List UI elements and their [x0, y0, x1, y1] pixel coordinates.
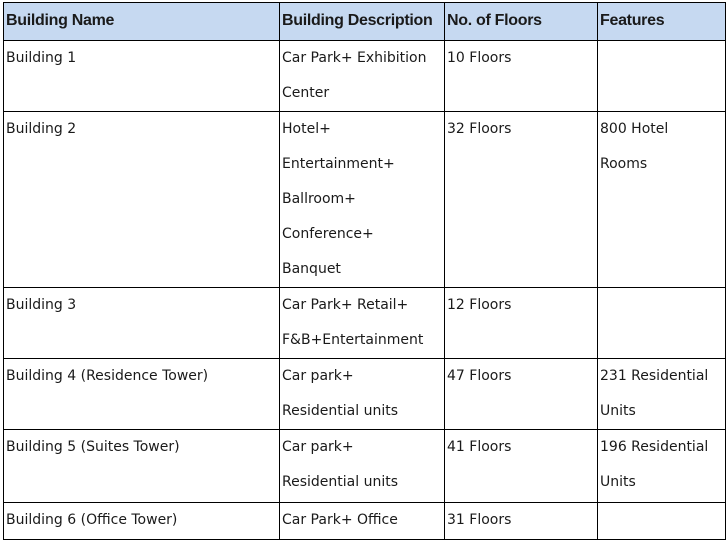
buildings-table: [3, 2, 726, 540]
features-line: Units: [600, 474, 636, 490]
table-row: [4, 503, 726, 540]
description-line: Car park+: [282, 368, 354, 384]
features-cell: [598, 288, 726, 359]
features-cell: [598, 41, 726, 112]
floors-cell: 41 Floors: [445, 430, 598, 503]
header-building-description: Building Description: [280, 3, 445, 41]
building-description-cell: [280, 112, 445, 288]
description-line: Hotel+: [282, 121, 331, 137]
table-row: [4, 41, 726, 112]
floors-cell: 12 Floors: [445, 288, 598, 359]
description-line: Residential units: [282, 474, 398, 490]
floors-cell: 47 Floors: [445, 359, 598, 430]
features-line: 231 Residential: [600, 368, 709, 384]
description-line: F&B+Entertainment: [282, 332, 424, 348]
description-line: Residential units: [282, 403, 398, 419]
building-description-cell: [280, 41, 445, 112]
description-line: Car Park+ Exhibition: [282, 50, 427, 66]
features-cell: [598, 503, 726, 540]
floors-cell: 32 Floors: [445, 112, 598, 288]
features-line: 800 Hotel: [600, 121, 669, 137]
building-description-cell: [280, 503, 445, 540]
features-line: Units: [600, 403, 636, 419]
table-row: [4, 112, 726, 288]
building-name-cell: Building 3: [4, 288, 280, 359]
features-line: Rooms: [600, 156, 648, 172]
features-cell: [598, 359, 726, 430]
table-row: [4, 359, 726, 430]
building-name-cell: Building 1: [4, 41, 280, 112]
description-line: Entertainment+: [282, 156, 395, 172]
table-row: [4, 430, 726, 503]
building-description-cell: [280, 359, 445, 430]
building-description-cell: [280, 288, 445, 359]
features-cell: [598, 430, 726, 503]
description-line: Conference+: [282, 226, 374, 242]
features-line: 196 Residential: [600, 439, 709, 455]
building-name-cell: Building 5 (Suites Tower): [4, 430, 280, 503]
building-name-cell: Building 4 (Residence Tower): [4, 359, 280, 430]
description-line: Ballroom+: [282, 191, 356, 207]
building-name-cell: Building 2: [4, 112, 280, 288]
header-row: [4, 3, 726, 41]
features-cell: [598, 112, 726, 288]
header-no-of-floors: No. of Floors: [445, 3, 598, 41]
header-features: Features: [598, 3, 726, 41]
building-description-cell: [280, 430, 445, 503]
description-line: Car Park+ Retail+: [282, 297, 409, 313]
table-row: [4, 288, 726, 359]
description-line: Center: [282, 85, 330, 101]
floors-cell: 10 Floors: [445, 41, 598, 112]
floors-cell: 31 Floors: [445, 503, 598, 540]
header-building-name: Building Name: [4, 3, 280, 41]
description-line: Car park+: [282, 439, 354, 455]
description-line: Car Park+ Office: [282, 512, 398, 528]
building-name-cell: Building 6 (Office Tower): [4, 503, 280, 540]
description-line: Banquet: [282, 261, 341, 277]
